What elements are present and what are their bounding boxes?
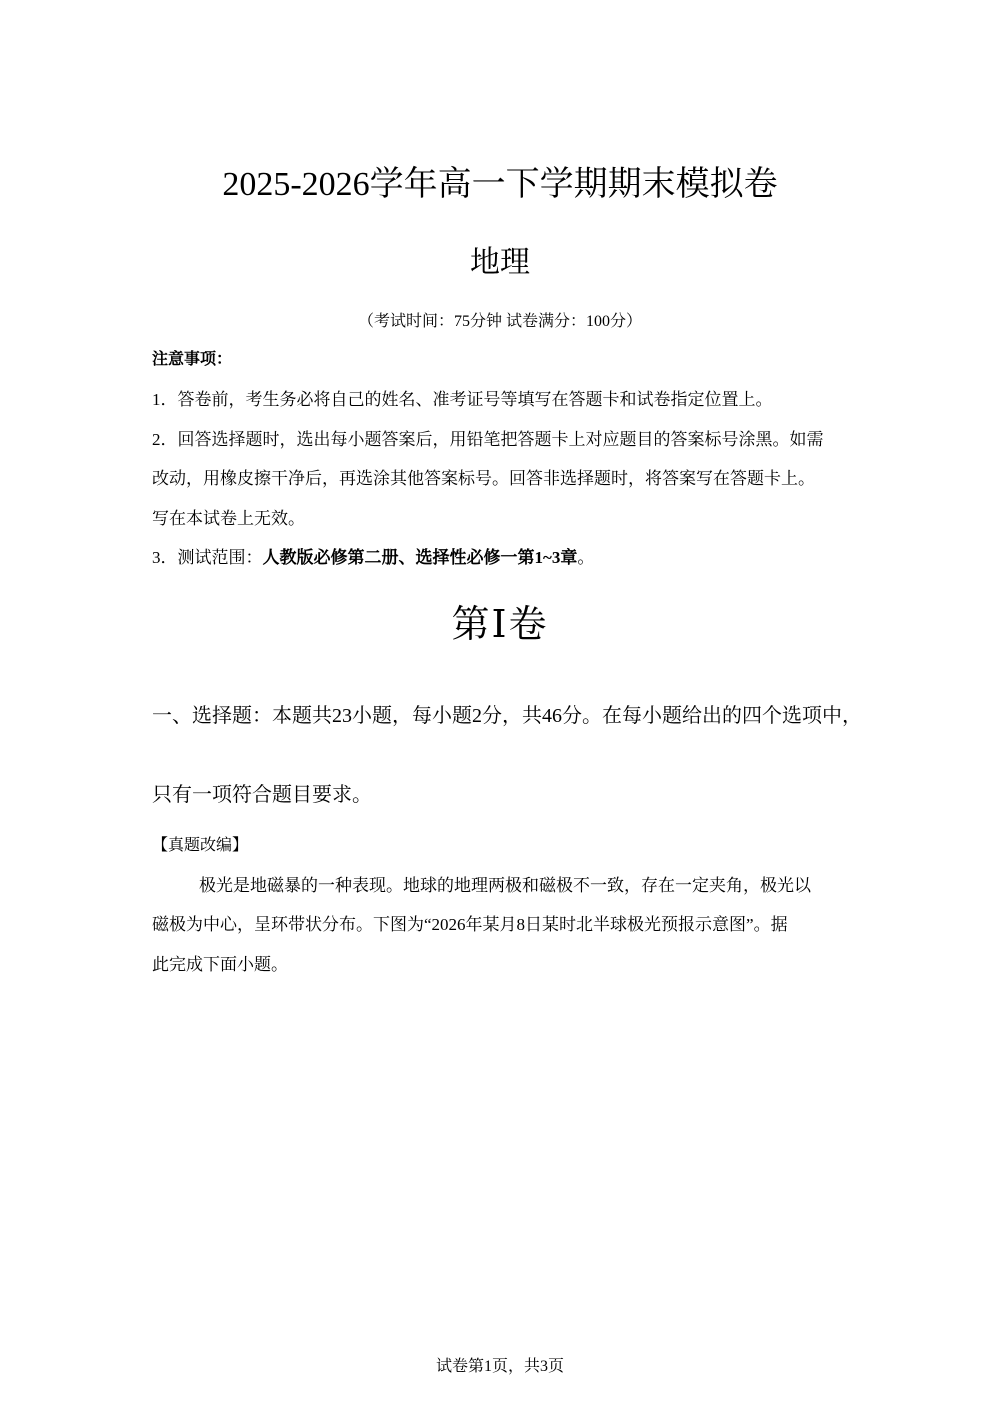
notice-item-3 [152,538,852,578]
question-stem-line-2: 磁极为中心，呈环带状分布。下图为“2026年某月8日某时北半球极光预报示意图”。据 [152,915,788,934]
page-footer: 试卷第1页，共3页 [435,1358,564,1375]
notice-item-3-prefix: 3．测试范围： [152,548,263,567]
section-instruction-line-2: 只有一项符合题目要求。 [152,784,372,806]
question-source-tag: 【真题改编】 [152,837,249,854]
notice-item-2-line-3: 写在本试卷上无效。 [152,509,305,528]
notice-heading: 注意事项： [152,351,233,368]
question-stem-line-3: 此完成下面小题。 [152,955,288,974]
notice-item-3-suffix: 。 [577,548,595,567]
question-stem-line-1: 极光是地磁暴的一种表现。地球的地理两极和磁极不一致，存在一定夹角，极光以 [199,876,811,895]
exam-title: 2025-2026学年高一下学期期末模拟卷 [222,166,778,203]
exam-info: （考试时间：75分钟 试卷满分：100分） [357,313,642,330]
subject-title: 地理 [470,246,530,279]
test-scope: 人教版必修第二册、选择性必修一第1~3章 [262,548,578,567]
notice-item-2-line-2: 改动，用橡皮擦干净后，再选涂其他答案标号。回答非选择题时，将答案写在答题卡上。 [152,469,815,488]
notice-item-2-line-1: 2．回答选择题时，选出每小题答案后，用铅笔把答题卡上对应题目的答案标号涂黑。如需 [152,430,824,449]
section-instruction-line-1: 一、选择题：本题共23小题，每小题2分，共46分。在每小题给出的四个选项中， [152,705,862,727]
notice-item-1: 1．答卷前，考生务必将自己的姓名、准考证号等填写在答题卡和试卷指定位置上。 [152,390,773,409]
volume-title: 第Ⅰ卷 [451,604,549,646]
